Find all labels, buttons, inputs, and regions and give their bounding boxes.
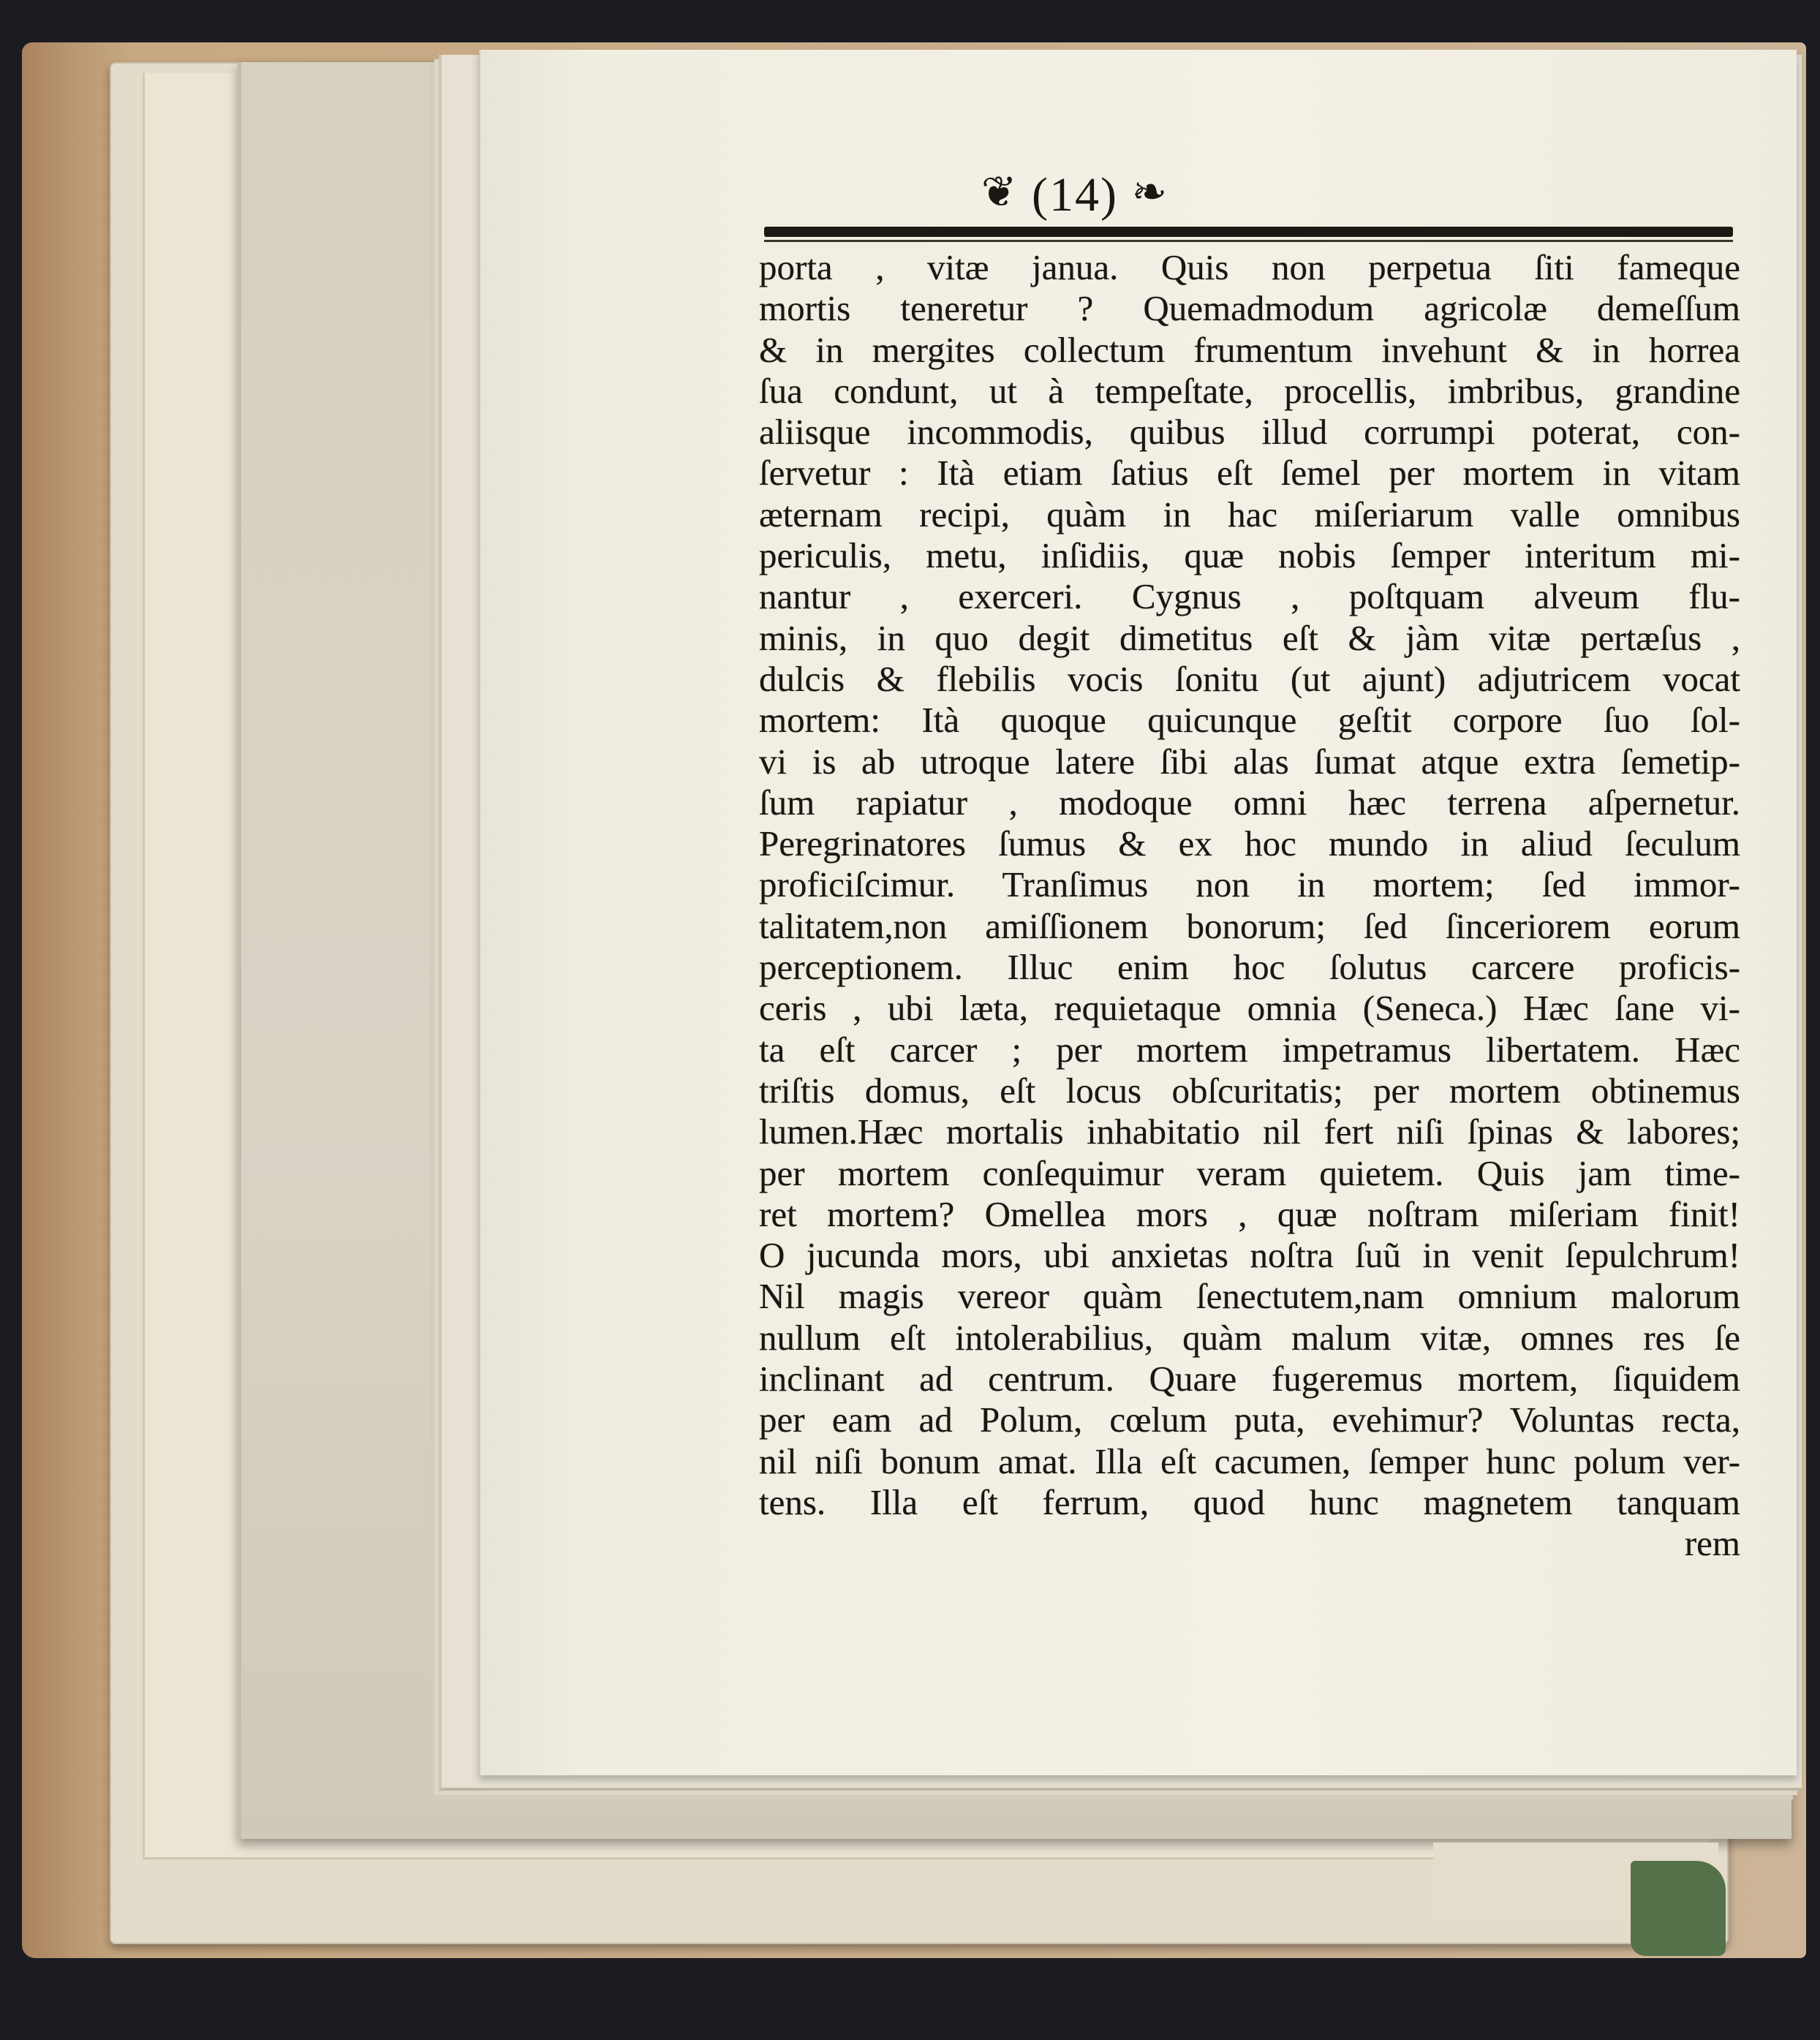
text-line: dulcis & flebilis vocis ſonitu (ut ajunt) adjutricem vocat (759, 658, 1740, 699)
text-line: & in mergites collectum frumentum invehunt & in horrea (759, 329, 1740, 370)
page-number: (14) (1032, 168, 1118, 222)
text-line: Nil magis vereor quàm ſenectutem,nam omnium malorum (759, 1276, 1740, 1317)
page-header (760, 167, 1389, 223)
text-line: talitatem,non amiſſionem bonorum; ſed ſinceriorem eorum (759, 905, 1740, 946)
text-line: inclinant ad centrum. Quare fugeremus mortem, ſiquidem (759, 1359, 1740, 1399)
text-line: triſtis domus, eſt locus obſcuritatis; per mortem obtinemus (759, 1070, 1740, 1111)
text-line: proficiſcimur. Tranſimus non in mortem; ſed immor- (759, 864, 1740, 905)
text-line: periculis, metu, inſidiis, quæ nobis ſemper interitum mi- (759, 535, 1740, 576)
catchword: rem (1684, 1523, 1740, 1564)
body-text (759, 247, 1740, 1565)
text-line: mortis teneretur ? Quemadmodum agricolæ demeſſum (759, 288, 1740, 329)
text-line: nullum eſt intolerabilius, quàm malum vitæ, omnes res ſe (759, 1317, 1740, 1358)
text-line: mortem: Ità quoque quicunque geſtit corpore ſuo ſol- (759, 700, 1740, 741)
ornament-left-icon: ❦ (981, 167, 1019, 216)
text-line: O jucunda mors, ubi anxietas noſtra ſuũ in venit ſepulchrum! (759, 1235, 1740, 1276)
text-line: vi is ab utroque latere ſibi alas ſumat atque extra ſemetip- (759, 741, 1740, 782)
text-line: porta , vitæ janua. Quis non perpetua ſiti fameque (759, 247, 1740, 287)
text-line: ta eſt carcer ; per mortem impetramus libertatem. Hæc (759, 1029, 1740, 1070)
green-paper-scrap (1631, 1861, 1726, 1956)
header-rule (764, 227, 1733, 237)
text-line: ſervetur : Ità etiam ſatius eſt ſemel per mortem in vitam (759, 453, 1740, 494)
text-line: tens. Illa eſt ferrum, quod hunc magnetem tanquam (759, 1481, 1740, 1522)
text-line: per eam ad Polum, cœlum puta, evehimur? Voluntas recta, (759, 1399, 1740, 1440)
text-line: per mortem conſequimur veram quietem. Quis jam time- (759, 1152, 1740, 1193)
ornament-right-icon: ❧ (1131, 167, 1169, 216)
text-line: ret mortem? Omellea mors , quæ noſtram miſeriam finit! (759, 1193, 1740, 1234)
text-line: æternam recipi, quàm in hac miſeriarum valle omnibus (759, 494, 1740, 534)
text-line: lumen.Hæc mortalis inhabitatio nil fert niſi ſpinas & labores; (759, 1111, 1740, 1152)
text-line: ſua condunt, ut à tempeſtate, procellis, imbribus, grandine (759, 370, 1740, 411)
text-line: nantur , exerceri. Cygnus , poſtquam alveum flu- (759, 576, 1740, 617)
text-line: ceris , ubi læta, requietaque omnia (Seneca.) Hæc ſane vi- (759, 988, 1740, 1029)
text-line: perceptionem. Illuc enim hoc ſolutus carcere proficis- (759, 947, 1740, 988)
text-line: nil niſi bonum amat. Illa eſt cacumen, ſemper hunc polum ver- (759, 1440, 1740, 1481)
text-line: Peregrinatores ſumus & ex hoc mundo in aliud ſeculum (759, 823, 1740, 864)
text-line: ſum rapiatur , modoque omni hæc terrena aſpernetur. (759, 782, 1740, 823)
text-line: aliisque incommodis, quibus illud corrumpi poterat, con- (759, 412, 1740, 453)
text-line: minis, in quo degit dimetitus eſt & jàm vitæ pertæſus , (759, 617, 1740, 658)
